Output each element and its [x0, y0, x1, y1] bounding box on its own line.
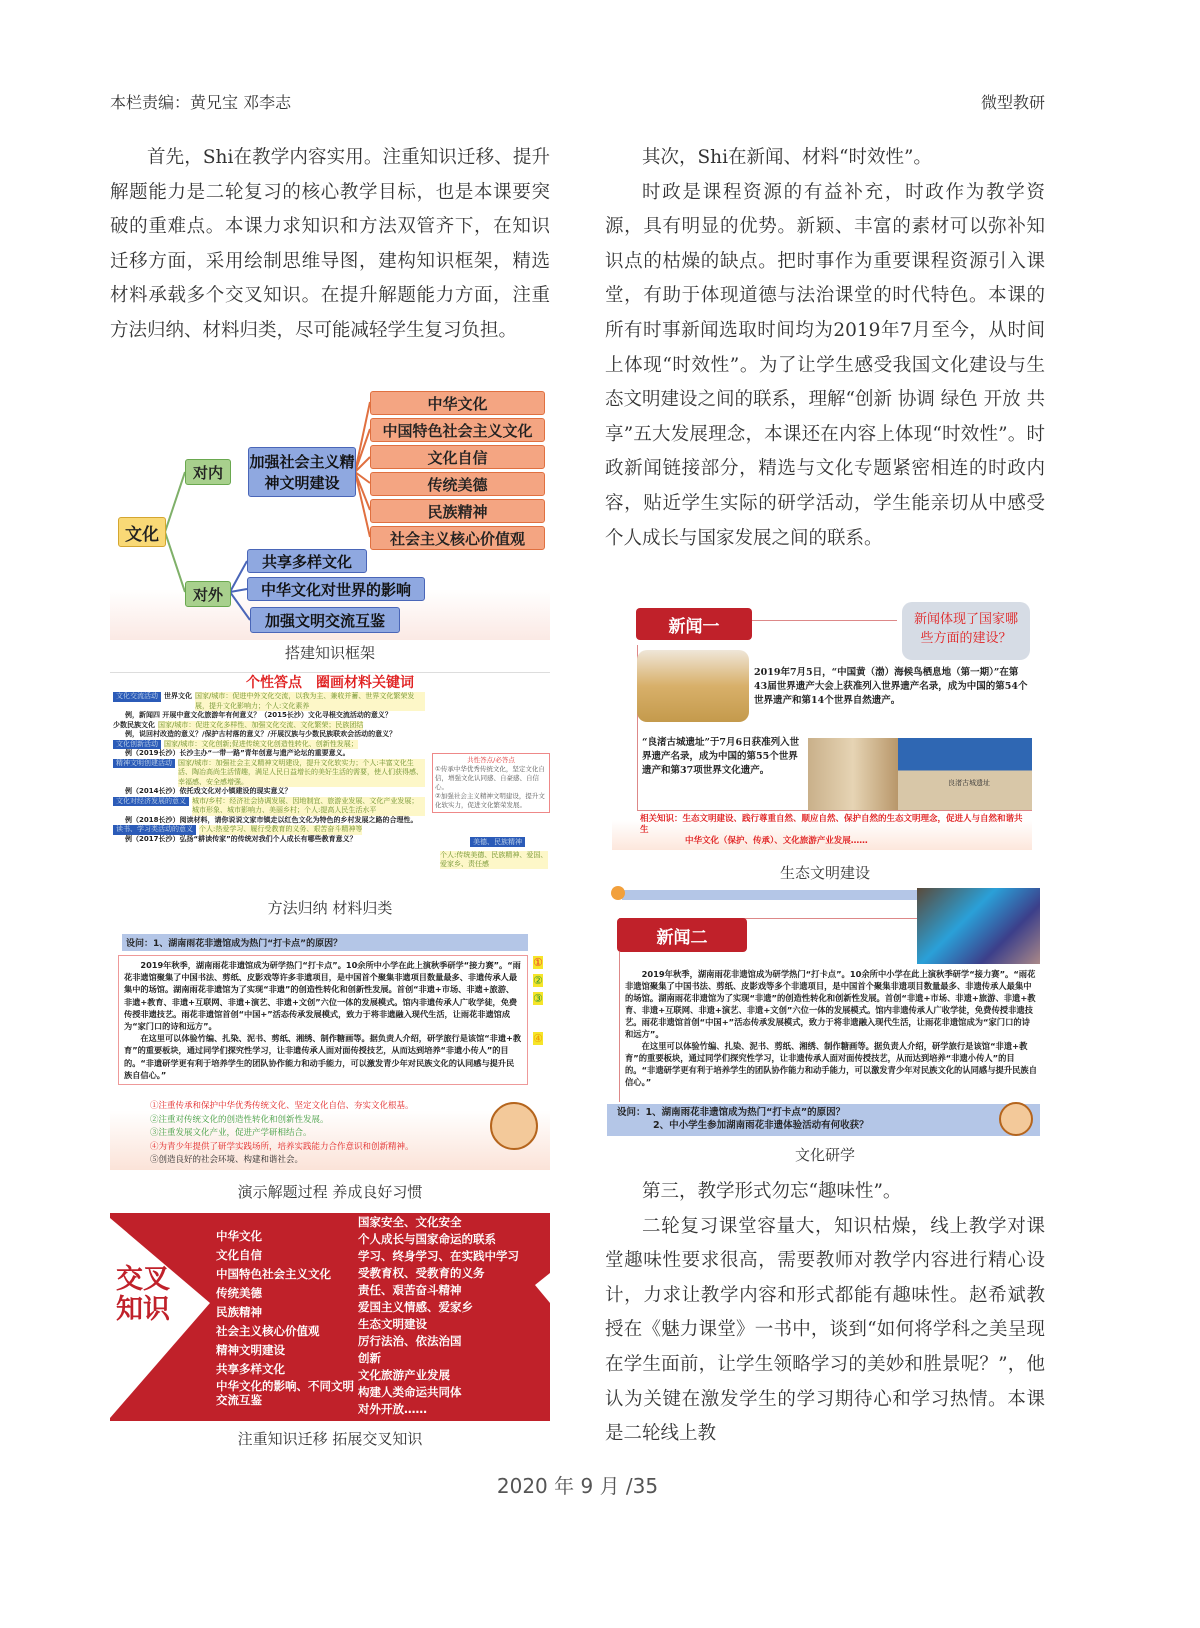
slide-title: 个性答点 圈画材料关键词: [246, 675, 414, 691]
slide-row: [113, 816, 425, 826]
figure-caption: 演示解题过程 养成良好习惯: [237, 1183, 423, 1201]
activity-tag: 文化交流活动: [113, 692, 161, 702]
figure-caption: 生态文明建设: [779, 864, 870, 882]
activity-tag: 读书、学习类活动的意义: [113, 825, 196, 835]
frame: [619, 952, 620, 1102]
news2-title: 新闻二: [617, 918, 747, 952]
left-text: [110, 141, 550, 349]
cross-knowledge-title: 交叉知识: [116, 1264, 170, 1325]
row-label: 少数民族文化: [113, 720, 155, 729]
paragraph: 首先，Shi在教学内容实用。注重知识迁移、提升解题能力是二轮复习的核心教学目标，也是本课要突破的重难点。本课力求知识和方法双管齐下，在知识迁移方面，采用绘制思维导图，建构知识框架，精选材料承载多个交叉知识。在提升解题能力方面，注重方法归纳、材料归类，尽可能减轻学生复习负担。: [110, 147, 550, 341]
slide-row: [113, 692, 425, 711]
cross-item: 创新: [358, 1351, 381, 1365]
news1-title: 新闻一: [636, 608, 752, 640]
figure-caption: 注重知识迁移 拓展交叉知识: [237, 1430, 423, 1448]
mindmap-inner: 对内: [185, 459, 231, 485]
common-point: ②加强社会主义精神文明建设，提升文化软实力，促进文化繁荣发展。: [435, 792, 545, 809]
cartoon-teacher-icon: [490, 1102, 538, 1150]
news1-text2: “良渚古城遗址”于7月6日获准列入世界遗产名录，成为中国的第55个世界遗产和第37项世界文化遗产。: [642, 737, 800, 776]
news2-questions: [607, 1104, 1040, 1136]
cartoon-teacher-icon: [999, 1102, 1033, 1136]
side-tag: 美德、民族精神: [470, 837, 525, 847]
related-knowledge: [640, 814, 1030, 847]
cross-item: 责任、艰苦奋斗精神: [358, 1283, 462, 1297]
slide-row: [113, 759, 425, 788]
common-points-title: 共性答点/必答点: [467, 756, 515, 764]
paragraph: 二轮复习课堂容量大，知识枯燥，线上教学对课堂趣味性要求很高，需要教师对教学内容进行精心设计，力求让教学内容和形式都能有趣味性。赵希斌教授在《魅力课堂》一书中，谈到“如何将学科之美呈现在学生面前，让学生领略学习的美妙和胜景呢？”，他认为关键在激发学生的学习期待心和学习热情。本课是二轮线上教: [605, 1215, 1045, 1445]
cross-item: 文化自信: [216, 1248, 262, 1262]
example-question: 例（2017长沙）弘扬“耕读传家”的传统对我们个人成长有哪些教育意义？: [125, 834, 357, 843]
row-text: 国家/城市：促进中外文化交流，以我为主、兼收并蓄、世界文化繁荣发展，提升文化影响力；个人:文化素养: [195, 692, 425, 711]
common-points-box: [432, 753, 550, 813]
mindmap-inner-item: 文化自信: [370, 445, 545, 469]
solving-slide: [110, 932, 550, 1170]
cross-item: 爱国主义情感、爱家乡: [358, 1300, 473, 1314]
question: 2、中小学生参加湖南雨花非遗体验活动有何收获？: [653, 1120, 869, 1131]
cross-item: 对外开放……: [358, 1402, 427, 1416]
cross-knowledge-panel: [110, 1213, 550, 1421]
mindmap-center: 加强社会主义精神文明建设: [248, 447, 356, 497]
cross-item: 中华文化的影响、不同文明交流互鉴: [216, 1379, 354, 1407]
paragraph: 其次，Shi在新闻、材料“时效性”。: [642, 147, 932, 168]
answer-item: ⑤创造良好的社会环境、构建和谐社会。: [150, 1155, 304, 1165]
cross-item: 传统美德: [216, 1286, 262, 1300]
example-question: 例，新闻四 开展中意文化旅游年有何意义？（2015长沙）文化寻根交流活动的意义？: [125, 711, 392, 719]
paragraph: 时政是课程资源的有益补充，时政作为教学资源，具有明显的优势。新颖、丰富的素材可以弥补知识点的枯燥的缺点。把时事作为重要课程资源引入课堂，有助于体现道德与法治课堂的时代特色。本课的所有时事新闻选取时间均为2019年7月至今，从时间上体现“时效性”。为了让学生感受我国文化建设与生态文明建设之间的联系，理解“创新 协调 绿色 开放 共享”五大发展理念，本课还在内容上体现“时效性”。时政新闻链接部分，精选与文化专题紧密相连的时政内容，贴近学生实际的研学活动，学生能亲切从中感受个人成长与国家发展之间的联系。: [605, 181, 1045, 549]
question-bubble: 新闻体现了国家哪些方面的建设？: [902, 602, 1030, 660]
cross-item: 文化旅游产业发展: [358, 1368, 450, 1382]
slide-row: [113, 787, 425, 797]
page-footer: 2020 年 9 月 /35: [496, 1474, 659, 1498]
row-text: 城市/乡村：经济社会协调发展、因地制宜、旅游业发展、文化产业发展；城市形象、城市影响力、美丽乡村；个人:提高人民生活水平: [192, 797, 425, 816]
row-label: 世界文化: [164, 692, 192, 700]
cross-item: 受教育权、受教育的义务: [358, 1266, 485, 1280]
cross-item: 民族精神: [216, 1305, 262, 1319]
figure-caption: 搭建知识框架: [284, 644, 375, 662]
example-question: 例，说回村改造的意义？/保护古村落的意义？/开展汉族与少数民族联欢会活动的意义？: [125, 730, 397, 738]
news2-body: [625, 968, 1037, 1088]
mindmap-outer-item: 加强文明交流互鉴: [250, 607, 400, 633]
news1-text: 2019年7月5日，“中国黄（渤）海候鸟栖息地（第一期）”在第43届世界遗产大会上获准列入世界遗产名录，成为中国的第54个世界遗产和第14个世界自然遗产。: [754, 667, 1028, 706]
marker: ②: [533, 974, 543, 987]
slide-row: [113, 740, 425, 750]
ruins-photo: [808, 738, 898, 810]
slide-material: [118, 955, 528, 1085]
cross-item: 厉行法治、依法治国: [358, 1334, 462, 1348]
news2-paragraph: 在这里可以体验竹编、扎染、泥书、剪纸、湘绣、制作糖画等。据负责人介绍，研学旅行是该馆“非遗+教育”的重要板块，通过同学们探究性学习，让非遗传承人面对面传授技艺，从而达到培养“非遗小传人”的目的。“非遗研学更有利于培养学生的团队协作能力和动手能力，可以激发青少年对民族文化的认同感与提升民族自信心。”: [625, 1041, 1038, 1087]
method-slide: [110, 672, 550, 887]
marker: ④: [533, 1032, 543, 1045]
slide-row: [113, 711, 425, 721]
figure-caption: 文化研学: [794, 1146, 855, 1164]
material-paragraph: 2019年秋季，湖南雨花非遗馆成为研学热门“打卡点”。10余所中小学在此上演秋季研学“接力赛”。“雨花非遗馆聚集了中国书法、剪纸、皮影戏等许多非遗项目，是中国首个聚集非遗项目数量最多、非遗传承人最集中的场馆。湖南雨花非遗馆为了实现“非遗”的创造性转化和创新性发展。首创“非遗+市场、非遗+旅游、非遗+教育、非遗+互联网、非遗+演艺、非遗+文创”六位一体的发展模式。馆内非遗传承人广收学徒，免费传授非遗技艺。雨花非遗馆首创“中国+”活态传承发展模式，致力于将非遗融入现代生活，让雨花非遗馆成为“家门口的诗和远方”。: [124, 960, 521, 1032]
cross-item: 学习、终身学习、在实践中学习: [358, 1249, 519, 1263]
top-bar: [622, 890, 917, 900]
cranes-photo: [637, 650, 749, 722]
site-sign: 良渚古城遗址: [948, 779, 990, 787]
activity-tag: 文化创新活动: [113, 740, 161, 750]
common-point: ①传承中华优秀传统文化，坚定文化自信，增强文化认同感、自豪感、自信心。: [435, 765, 545, 791]
cross-item: 构建人类命运共同体: [358, 1385, 462, 1399]
mindmap-outer: 对外: [185, 581, 231, 607]
cross-item: 社会主义核心价值观: [216, 1324, 320, 1338]
side-tag-text: 个人:传统美德、民族精神、爱国、爱家乡、责任感: [440, 851, 548, 868]
students-photo: [917, 888, 1040, 964]
slide-row: [113, 721, 425, 731]
slide-row: [113, 825, 425, 835]
mindmap-outer-item: 中华文化对世界的影响: [247, 577, 425, 601]
cross-item: 生态文明建设: [358, 1317, 427, 1331]
answer-item: ③注重发展文化产业，促进产学研相结合。: [150, 1128, 312, 1138]
question: 设问：1、湖南雨花非遗馆成为热门“打卡点”的原因？: [617, 1107, 846, 1118]
paragraph: 第三，教学形式勿忘“趣味性”。: [642, 1181, 902, 1202]
answer-list: [150, 1100, 414, 1168]
slide-rows: [110, 692, 428, 844]
slide-row: [113, 730, 425, 740]
mindmap-inner-item: 中国特色社会主义文化: [370, 418, 545, 442]
site-photo: [898, 738, 1032, 810]
column-editor: 本栏责编：黄兄宝 邓李志: [110, 93, 292, 112]
cross-item: 个人成长与国家命运的联系: [358, 1232, 496, 1246]
example-question: 例（2014长沙）依托戏文化对小镇建设的现实意义？: [125, 787, 292, 795]
material-paragraph: 在这里可以体验竹编、扎染、泥书、剪纸、湘绣、制作糖画等。据负责人介绍，研学旅行是该馆“非遗+教育”的重要板块，通过同学们探究性学习，让非遗传承人面对面传授技艺，从而达到培养“非遗小传人”的目的。“非遗研学更有利于培养学生的团队协作能力和动手能力，可以激发青少年对民族文化的认同感与提升民族自信心。”: [124, 1033, 522, 1080]
news2-paragraph: 2019年秋季，湖南雨花非遗馆成为研学热门“打卡点”。10余所中小学在此上演秋季研学“接力赛”。“雨花非遗馆聚集了中国书法、剪纸、皮影戏等多个非遗项目，是中国首个聚集非遗项目数量最多、非遗传承人最集中的场馆。湖南雨花非遗馆为了实现“非遗”的创造性转化和创新性发展。首创“非遗+市场、非遗+旅游、非遗+教育、非遗+互联网、非遗+演艺、非遗+文创”六位一体的发展模式。馆内非遗传承人广收学徒，免费传授非遗技艺。雨花非遗馆首创“中国+”活态传承发展模式，致力于将非遗融入现代生活，让雨花非遗馆成为“家门口的诗和远方”。: [625, 969, 1036, 1039]
mindmap-root: 文化: [118, 517, 166, 547]
section-title: 微型教研: [980, 93, 1045, 112]
slide-row: [113, 749, 425, 759]
sun-icon: [611, 886, 625, 900]
marker: ③: [533, 992, 543, 1005]
mindmap-inner-item: 中华文化: [370, 391, 545, 415]
mindmap-figure: [110, 387, 550, 640]
news2-slide: [607, 886, 1040, 1136]
cross-item: 共享多样文化: [216, 1362, 285, 1376]
activity-tag: 精神文明创建活动: [113, 759, 175, 769]
slide-row: [113, 797, 425, 816]
answer-item: ④为青少年提供了研学实践场所，培养实践能力合作意识和创新精神。: [150, 1141, 414, 1152]
right-text-bottom: [605, 1175, 1045, 1452]
cross-item: 中国特色社会主义文化: [216, 1267, 331, 1281]
example-question: 例（2019长沙）长沙主办“一带一路”青年创意与遗产论坛的重要意义。: [125, 749, 350, 757]
answer-item: ①注重传承和保护中华优秀传统文化、坚定文化自信、夯实文化根基。: [150, 1101, 414, 1111]
answer-item: ②注重对传统文化的创造性转化和创新性发展。: [150, 1114, 329, 1125]
mindmap-inner-item: 社会主义核心价值观: [370, 526, 545, 550]
mindmap-outer-item: 共享多样文化: [247, 549, 367, 573]
cross-item: 中华文化: [216, 1229, 262, 1243]
cross-item: 国家安全、文化安全: [358, 1215, 462, 1229]
news1-slide: [612, 600, 1032, 850]
mindmap-inner-item: 传统美德: [370, 472, 545, 496]
figure-caption: 方法归纳 材料归类: [267, 899, 393, 917]
row-text: 国家/城市：促进文化多样性、加强文化交流、文化繁荣；民族团结: [158, 720, 364, 729]
activity-tag: 文化对经济发展的意义: [113, 797, 189, 807]
mindmap-inner-item: 民族精神: [370, 499, 545, 523]
row-text: 个人:热爱学习、履行受教育的义务、艰苦奋斗精神等: [199, 825, 363, 833]
example-question: 例（2018长沙）阅读材料，请你说说文家市镇走以红色文化为特色的乡村发展之路的合理性。: [125, 815, 418, 824]
related-text: 中华文化（保护、传承）、文化旅游产业发展……: [685, 836, 868, 846]
slide-question: 设问：1、湖南雨花非遗馆成为热门“打卡点”的原因？: [122, 934, 528, 951]
row-text: 国家/城市：文化创新;促进传统文化创造性转化、创新性发展；: [164, 739, 358, 748]
right-text-top: [605, 141, 1045, 556]
slide-row: [113, 835, 425, 845]
marker: ①: [533, 956, 543, 969]
related-text: 相关知识：生态文明建设、践行尊重自然、顺应自然、保护自然的生态文明理念，促进人与自然和谐共生: [640, 814, 1023, 835]
row-text: 国家/城市：加强社会主义精神文明建设，提升文化软实力；个人:丰富文化生活、陶冶高尚生活情趣，满足人民日益增长的美好生活的需要，使人们获得感、幸福感、安全感增强。: [178, 758, 423, 786]
cross-item: 精神文明建设: [216, 1343, 285, 1357]
